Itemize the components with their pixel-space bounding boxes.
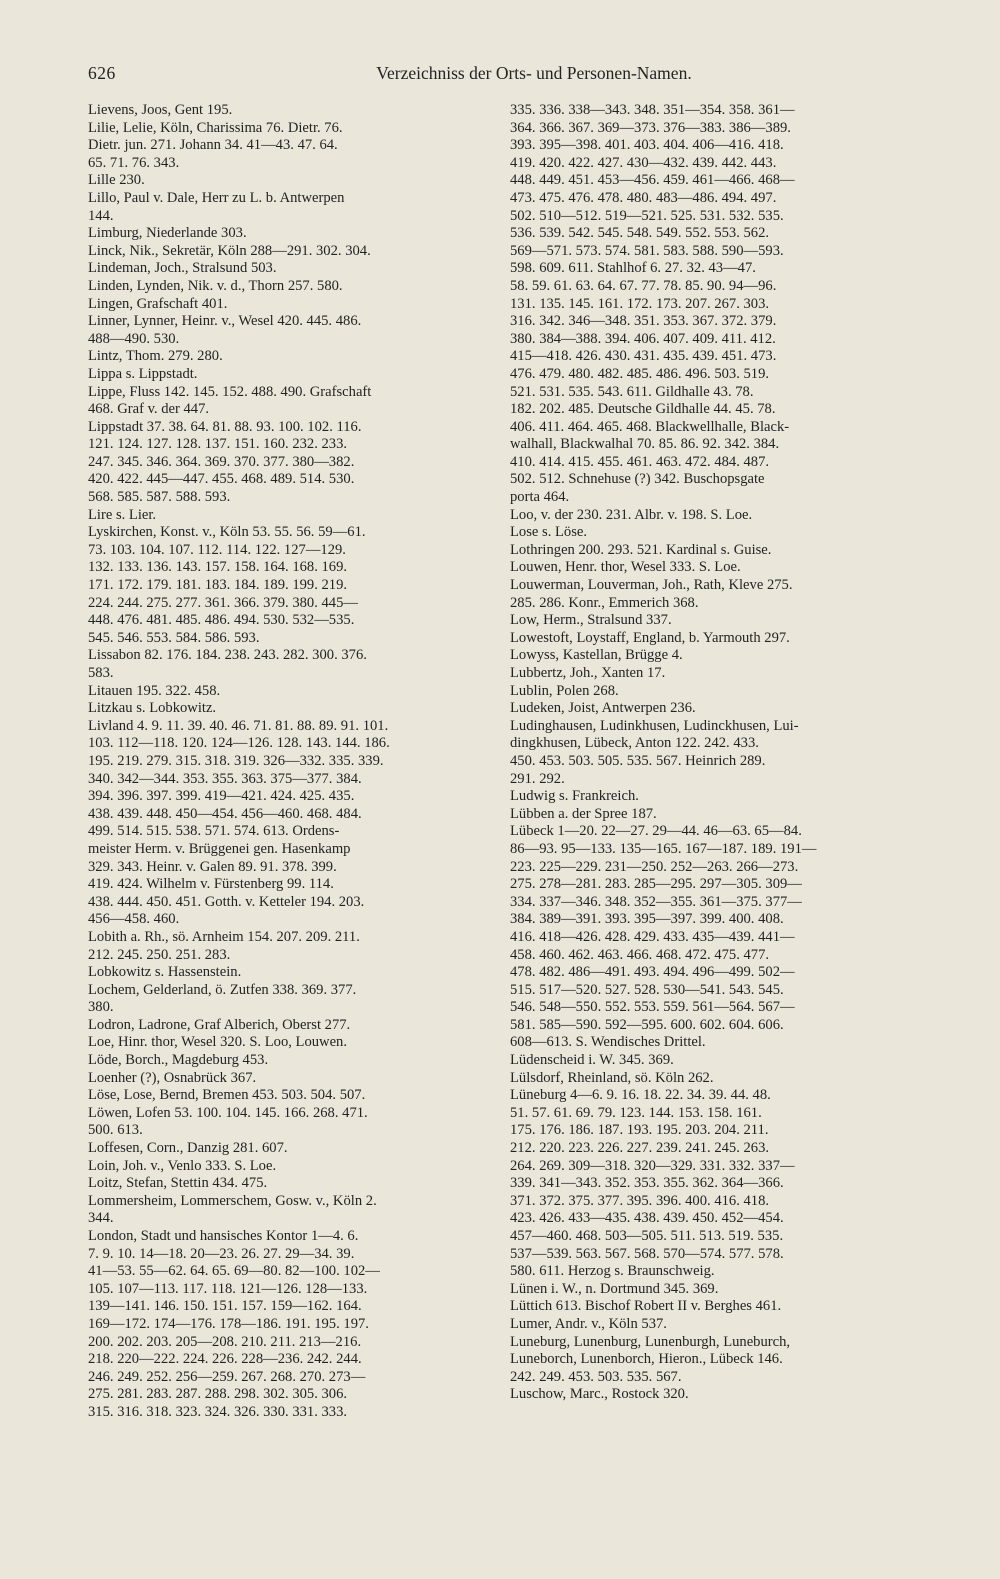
index-entry-line: Lowestoft, Loystaff, England, b. Yarmouth 297. xyxy=(510,629,790,646)
index-entry-line: 316. 342. 346—348. 351. 353. 367. 372. 379. xyxy=(510,313,777,330)
index-entry-line: Loin, Joh. v., Venlo 333. S. Loe. xyxy=(88,1157,277,1174)
index-entry-line: meister Herm. v. Brüggenei gen. Hasenkamp xyxy=(88,840,351,857)
index-entry-line: 7. 9. 10. 14—18. 20—23. 26. 27. 29—34. 39. xyxy=(88,1245,355,1262)
index-entry xyxy=(88,683,490,701)
index-entry-line: porta 464. xyxy=(510,489,570,506)
index-entry-line: Loenher (?), Osnabrück 367. xyxy=(88,1069,257,1086)
index-entry-line: 65. 71. 76. 343. xyxy=(88,154,180,171)
index-entry-line: Luneborch, Lunenborch, Hieron., Lübeck 146. xyxy=(510,1351,783,1368)
index-entry-line: 242. 249. 453. 503. 535. 567. xyxy=(510,1368,682,1385)
index-entry xyxy=(510,559,922,577)
index-entry xyxy=(88,278,490,296)
index-entry xyxy=(88,647,490,682)
index-entry-line: 608—613. S. Wendisches Drittel. xyxy=(510,1034,706,1051)
index-entry-line: 218. 220—222. 224. 226. 228—236. 242. 244. xyxy=(88,1351,362,1368)
index-entry xyxy=(88,982,490,1017)
index-entry-line: 105. 107—113. 117. 118. 121—126. 128—133. xyxy=(88,1280,368,1297)
index-entry xyxy=(510,823,922,1052)
index-entry-line: 275. 281. 283. 287. 288. 298. 302. 305. 306. xyxy=(88,1386,348,1403)
index-entry xyxy=(88,419,490,507)
index-entry-line: 521. 531. 535. 543. 611. Gildhalle 43. 78. xyxy=(510,383,754,400)
index-entry-line: Litauen 195. 322. 458. xyxy=(88,682,221,699)
index-entry-line: Lüdenscheid i. W. 345. 369. xyxy=(510,1052,674,1069)
index-entry xyxy=(88,1193,490,1228)
index-entry xyxy=(510,647,922,665)
index-entry-line: Luschow, Marc., Rostock 320. xyxy=(510,1386,689,1403)
index-entry-line: 410. 414. 415. 455. 461. 463. 472. 484. 487. xyxy=(510,453,770,470)
index-entry-line: 468. Graf v. der 447. xyxy=(88,401,210,418)
index-entry xyxy=(88,225,490,243)
index-entry-line: 438. 439. 448. 450—454. 456—460. 468. 484. xyxy=(88,805,362,822)
index-entry-line: Lille 230. xyxy=(88,172,145,189)
index-entry xyxy=(510,700,922,718)
index-entry-line: 568. 585. 587. 588. 593. xyxy=(88,489,231,506)
index-entry-line: Loffesen, Corn., Danzig 281. 607. xyxy=(88,1140,288,1157)
index-entry-line: 380. 384—388. 394. 406. 407. 409. 411. 412. xyxy=(510,330,776,347)
index-entry-line: Ludinghausen, Ludinkhusen, Ludinckhusen, Lui- xyxy=(510,717,799,734)
index-entry xyxy=(510,806,922,824)
index-entry-line: Lübeck 1—20. 22—27. 29—44. 46—63. 65—84. xyxy=(510,823,802,840)
index-entry-line: 200. 202. 203. 205—208. 210. 211. 213—216. xyxy=(88,1333,362,1350)
index-entry xyxy=(88,1052,490,1070)
index-entry-line: 476. 479. 480. 482. 485. 486. 496. 503. 519. xyxy=(510,365,770,382)
running-title: Verzeichniss der Orts- und Personen-Namen. xyxy=(376,63,692,83)
index-entry xyxy=(88,1228,490,1422)
index-entry-line: Luneburg, Lunenburg, Lunenburgh, Luneburch, xyxy=(510,1333,791,1350)
index-entry-line: Lillo, Paul v. Dale, Herr zu L. b. Antwerpen xyxy=(88,189,345,206)
index-entry-line: 291. 292. xyxy=(510,770,565,787)
index-entry-line: 580. 611. Herzog s. Braunschweig. xyxy=(510,1263,715,1280)
index-entry xyxy=(510,1087,922,1281)
index-entry-line: 546. 548—550. 552. 553. 559. 561—564. 567— xyxy=(510,999,795,1016)
index-entry-line: 581. 585—590. 592—595. 600. 602. 604. 606. xyxy=(510,1016,784,1033)
index-entry-line: 394. 396. 397. 399. 419—421. 424. 425. 435. xyxy=(88,788,355,805)
index-entry xyxy=(510,524,922,542)
index-entry xyxy=(510,1298,922,1316)
index-entry xyxy=(88,190,490,225)
index-entry-line: Ludwig s. Frankreich. xyxy=(510,788,639,805)
index-entry xyxy=(88,1105,490,1140)
index-entry xyxy=(510,718,922,788)
index-column-left xyxy=(88,102,490,1422)
index-entry xyxy=(88,929,490,964)
index-entry-line: Low, Herm., Stralsund 337. xyxy=(510,612,672,629)
index-entry xyxy=(88,1087,490,1105)
index-entry-line: 569—571. 573. 574. 581. 583. 588. 590—593. xyxy=(510,242,784,259)
index-entry xyxy=(88,102,490,120)
index-entry-line: 473. 475. 476. 478. 480. 483—486. 494. 497. xyxy=(510,189,777,206)
index-entry xyxy=(88,700,490,718)
index-entry xyxy=(88,1070,490,1088)
index-column-right xyxy=(510,102,922,1404)
index-entry-line: Lodron, Ladrone, Graf Alberich, Oberst 277. xyxy=(88,1016,351,1033)
index-entry-line: Linck, Nik., Sekretär, Köln 288—291. 302. 304. xyxy=(88,242,371,259)
index-entry-line: Loe, Hinr. thor, Wesel 320. S. Loo, Louwen. xyxy=(88,1034,348,1051)
index-entry-line: 41—53. 55—62. 64. 65. 69—80. 82—100. 102— xyxy=(88,1263,380,1280)
index-entry-line: Lievens, Joos, Gent 195. xyxy=(88,102,233,118)
index-entry-line: 264. 269. 309—318. 320—329. 331. 332. 337— xyxy=(510,1157,795,1174)
index-entry-line: 275. 278—281. 283. 285—295. 297—305. 309— xyxy=(510,876,802,893)
index-entry-line: Loo, v. der 230. 231. Albr. v. 198. S. Loe. xyxy=(510,506,753,523)
page-header xyxy=(88,60,920,86)
index-entry-line: 515. 517—520. 527. 528. 530—541. 543. 545. xyxy=(510,981,784,998)
index-entry-line: 458. 460. 462. 463. 466. 468. 472. 475. 477. xyxy=(510,946,770,963)
index-entry-line: 339. 341—343. 352. 353. 355. 362. 364—366. xyxy=(510,1175,784,1192)
index-entry-line: Lire s. Lier. xyxy=(88,506,157,523)
index-entry-line: Litzkau s. Lobkowitz. xyxy=(88,700,217,717)
index-entry-line: 488—490. 530. xyxy=(88,330,180,347)
index-entry-line: Limburg, Niederlande 303. xyxy=(88,225,247,242)
index-entry-line: 315. 316. 318. 323. 324. 326. 330. 331. 333. xyxy=(88,1403,348,1420)
index-entry-line: 212. 220. 223. 226. 227. 239. 241. 245. 263. xyxy=(510,1140,770,1157)
index-entry xyxy=(88,296,490,314)
index-entry-line: Linner, Lynner, Heinr. v., Wesel 420. 445. 486. xyxy=(88,313,362,330)
index-entry-line: 51. 57. 61. 69. 79. 123. 144. 153. 158. 161. xyxy=(510,1104,762,1121)
index-entry-line: 144. xyxy=(88,207,114,224)
index-entry xyxy=(88,348,490,366)
index-entry-line: 537—539. 563. 567. 568. 570—574. 577. 578. xyxy=(510,1245,784,1262)
index-entry xyxy=(88,172,490,190)
index-entry-line: 329. 343. Heinr. v. Galen 89. 91. 378. 399. xyxy=(88,858,337,875)
index-entry-line: 131. 135. 145. 161. 172. 173. 207. 267. 303. xyxy=(510,295,770,312)
index-entry-line: 448. 449. 451. 453—456. 459. 461—466. 468— xyxy=(510,172,795,189)
index-entry-line: 364. 366. 367. 369—373. 376—383. 386—389. xyxy=(510,119,791,136)
index-entry-line: Lülsdorf, Rheinland, sö. Köln 262. xyxy=(510,1069,714,1086)
index-entry-line: Lubbertz, Joh., Xanten 17. xyxy=(510,665,666,681)
index-entry xyxy=(88,313,490,348)
index-entry-line: 334. 337—346. 348. 352—355. 361—375. 377— xyxy=(510,893,802,910)
index-entry-line: 86—93. 95—133. 135—165. 167—187. 189. 191— xyxy=(510,840,817,857)
index-entry xyxy=(88,243,490,261)
index-entry-line: 58. 59. 61. 63. 64. 67. 77. 78. 85. 90. 94—96. xyxy=(510,277,777,294)
index-entry-line: 335. 336. 338—343. 348. 351—354. 358. 361— xyxy=(510,102,795,118)
index-entry-line: 438. 444. 450. 451. Gotth. v. Ketteler 194. 203. xyxy=(88,893,365,910)
index-entry-line: 171. 172. 179. 181. 183. 184. 189. 199. 219. xyxy=(88,577,348,594)
index-entry-line: 212. 245. 250. 251. 283. xyxy=(88,946,231,963)
index-entry-line: 380. xyxy=(88,999,114,1016)
index-entry xyxy=(88,1017,490,1035)
index-entry xyxy=(510,665,922,683)
index-entry-line: 448. 476. 481. 485. 486. 494. 530. 532—535. xyxy=(88,612,355,629)
index-entry-line: Lippa s. Lippstadt. xyxy=(88,365,198,382)
index-entry xyxy=(510,612,922,630)
index-entry xyxy=(510,1281,922,1299)
index-entry-line: 224. 244. 275. 277. 361. 366. 379. 380. 445— xyxy=(88,594,358,611)
index-entry-line: 456—458. 460. xyxy=(88,911,180,928)
index-entry-line: 419. 424. Wilhelm v. Fürstenberg 99. 114. xyxy=(88,876,334,893)
index-entry xyxy=(88,260,490,278)
index-entry-line: 285. 286. Konr., Emmerich 368. xyxy=(510,594,699,611)
index-entry-line: Lommersheim, Lommerschem, Gosw. v., Köln 2. xyxy=(88,1192,377,1209)
index-entry-line: Lobkowitz s. Hassenstein. xyxy=(88,964,242,981)
index-entry-line: 416. 418—426. 428. 429. 433. 435—439. 441— xyxy=(510,928,795,945)
index-entry xyxy=(510,1334,922,1387)
index-entry-line: Lissabon 82. 176. 184. 238. 243. 282. 300. 376. xyxy=(88,647,367,664)
index-entry-line: Lingen, Grafschaft 401. xyxy=(88,295,228,312)
index-entry-line: 175. 176. 186. 187. 193. 195. 203. 204. 211. xyxy=(510,1122,769,1139)
index-entry-line: Löse, Lose, Bernd, Bremen 453. 503. 504. 507. xyxy=(88,1087,366,1104)
index-entry xyxy=(510,788,922,806)
index-entry xyxy=(88,1175,490,1193)
index-entry-line: 423. 426. 433—435. 438. 439. 450. 452—454. xyxy=(510,1210,784,1227)
index-entry-line: 545. 546. 553. 584. 586. 593. xyxy=(88,629,260,646)
index-entry xyxy=(510,630,922,648)
index-entry-line: 406. 411. 464. 465. 468. Blackwellhalle, Black- xyxy=(510,418,790,435)
index-entry-line: 478. 482. 486—491. 493. 494. 496—499. 502— xyxy=(510,964,795,981)
index-entry-line: Lose s. Löse. xyxy=(510,524,588,541)
index-entry-line: Loitz, Stefan, Stettin 434. 475. xyxy=(88,1175,268,1192)
index-entry-line: 340. 342—344. 353. 355. 363. 375—377. 384. xyxy=(88,770,362,787)
index-entry xyxy=(88,507,490,525)
index-entry-line: Lublin, Polen 268. xyxy=(510,682,619,699)
index-entry xyxy=(88,1034,490,1052)
index-entry-line: 502. 510—512. 519—521. 525. 531. 532. 535. xyxy=(510,207,784,224)
index-entry-line: 583. xyxy=(88,665,114,681)
index-entry-line: Lochem, Gelderland, ö. Zutfen 338. 369. 377. xyxy=(88,981,357,998)
index-entry-line: dingkhusen, Lübeck, Anton 122. 242. 433. xyxy=(510,735,759,752)
index-entry-line: 536. 539. 542. 545. 548. 549. 552. 553. 562. xyxy=(510,225,770,242)
index-entry-line: 121. 124. 127. 128. 137. 151. 160. 232. 233. xyxy=(88,436,348,453)
index-entry-line: Lintz, Thom. 279. 280. xyxy=(88,348,223,365)
index-entry xyxy=(88,524,490,647)
index-entry xyxy=(88,120,490,173)
index-entry-line: Lobith a. Rh., sö. Arnheim 154. 207. 209. 211. xyxy=(88,928,360,945)
index-entry xyxy=(510,1052,922,1070)
index-entry-line: 419. 420. 422. 427. 430—432. 439. 442. 443. xyxy=(510,154,777,171)
index-entry-line: Lothringen 200. 293. 521. Kardinal s. Guise. xyxy=(510,541,772,558)
index-entry-line: Livland 4. 9. 11. 39. 40. 46. 71. 81. 88. 89. 91. 101. xyxy=(88,717,389,734)
index-entry-line: Dietr. jun. 271. Johann 34. 41—43. 47. 64. xyxy=(88,137,338,154)
index-entry-line: Louwerman, Louverman, Joh., Rath, Kleve 275. xyxy=(510,577,793,594)
index-entry-line: 195. 219. 279. 315. 318. 319. 326—332. 335. 339. xyxy=(88,752,384,769)
index-entry xyxy=(88,366,490,384)
index-entry-line: 415—418. 426. 430. 431. 435. 439. 451. 473. xyxy=(510,348,777,365)
index-entry-line: 169—172. 174—176. 178—186. 191. 195. 197. xyxy=(88,1315,369,1332)
index-entry-line: Löwen, Lofen 53. 100. 104. 145. 166. 268. 471. xyxy=(88,1104,368,1121)
index-entry-line: Louwen, Henr. thor, Wesel 333. S. Loe. xyxy=(510,559,741,576)
index-entry xyxy=(510,542,922,560)
index-entry-line: Lippstadt 37. 38. 64. 81. 88. 93. 100. 102. 116. xyxy=(88,418,362,435)
index-entry-line: Lüttich 613. Bischof Robert II v. Berghes 461. xyxy=(510,1298,782,1315)
index-entry xyxy=(88,1140,490,1158)
index-entry-line: Lippe, Fluss 142. 145. 152. 488. 490. Grafschaft xyxy=(88,383,372,400)
index-entry-line: Lübben a. der Spree 187. xyxy=(510,805,657,822)
index-entry-line: 132. 133. 136. 143. 157. 158. 164. 168. 169. xyxy=(88,559,348,576)
index-entry-line: Lilie, Lelie, Köln, Charissima 76. Dietr. 76. xyxy=(88,119,343,136)
index-entry-line: walhall, Blackwalhal 70. 85. 86. 92. 342. 384. xyxy=(510,436,780,453)
index-entry-line: 457—460. 468. 503—505. 511. 513. 519. 535. xyxy=(510,1228,784,1244)
index-entry xyxy=(510,1316,922,1334)
index-entry xyxy=(510,102,922,507)
index-entry-line: Lüneburg 4—6. 9. 16. 18. 22. 34. 39. 44. 48. xyxy=(510,1087,771,1104)
index-entry-line: 182. 202. 485. Deutsche Gildhalle 44. 45. 78. xyxy=(510,401,776,418)
index-entry-line: Lünen i. W., n. Dortmund 345. 369. xyxy=(510,1280,719,1297)
index-entry-line: Lowyss, Kastellan, Brügge 4. xyxy=(510,647,683,664)
index-entry-line: 420. 422. 445—447. 455. 468. 489. 514. 530. xyxy=(88,471,355,488)
index-entry-line: London, Stadt und hansisches Kontor 1—4. 6. xyxy=(88,1228,359,1244)
index-entry-line: 247. 345. 346. 364. 369. 370. 377. 380—382. xyxy=(88,453,355,470)
index-entry-line: 139—141. 146. 150. 151. 157. 159—162. 164. xyxy=(88,1298,362,1315)
index-entry-line: 344. xyxy=(88,1210,114,1227)
index-entry xyxy=(88,384,490,419)
index-entry-line: Lumer, Andr. v., Köln 537. xyxy=(510,1315,667,1332)
index-entry-line: 502. 512. Schnehuse (?) 342. Buschopsgate xyxy=(510,471,765,488)
index-entry-line: Ludeken, Joist, Antwerpen 236. xyxy=(510,700,696,717)
index-entry-line: 371. 372. 375. 377. 395. 396. 400. 416. 418. xyxy=(510,1192,770,1209)
index-entry-line: Löde, Borch., Magdeburg 453. xyxy=(88,1052,269,1069)
index-entry xyxy=(510,1070,922,1088)
index-entry xyxy=(510,1386,922,1404)
index-entry-line: 103. 112—118. 120. 124—126. 128. 143. 144. 186. xyxy=(88,735,390,752)
index-entry-line: 450. 453. 503. 505. 535. 567. Heinrich 289. xyxy=(510,752,766,769)
index-entry xyxy=(510,507,922,525)
index-entry xyxy=(88,1158,490,1176)
index-entry-line: 246. 249. 252. 256—259. 267. 268. 270. 273— xyxy=(88,1368,366,1385)
page-number: 626 xyxy=(88,63,116,83)
index-entry-line: 384. 389—391. 393. 395—397. 399. 400. 408. xyxy=(510,911,784,928)
index-entry xyxy=(510,577,922,612)
index-entry-line: Lindeman, Joch., Stralsund 503. xyxy=(88,260,277,277)
index-entry-line: 393. 395—398. 401. 403. 404. 406—416. 418. xyxy=(510,137,784,154)
index-entry-line: Lyskirchen, Konst. v., Köln 53. 55. 56. 59—61. xyxy=(88,524,366,541)
index-entry xyxy=(88,718,490,929)
index-entry-line: 223. 225—229. 231—250. 252—263. 266—273. xyxy=(510,858,799,875)
index-entry-line: 500. 613. xyxy=(88,1122,143,1139)
index-entry-line: 73. 103. 104. 107. 112. 114. 122. 127—129. xyxy=(88,541,346,558)
index-entry-line: 499. 514. 515. 538. 571. 574. 613. Ordens- xyxy=(88,823,340,840)
index-entry-line: 598. 609. 611. Stahlhof 6. 27. 32. 43—47. xyxy=(510,260,756,277)
index-entry xyxy=(510,683,922,701)
index-entry xyxy=(88,964,490,982)
index-entry-line: Linden, Lynden, Nik. v. d., Thorn 257. 580. xyxy=(88,277,343,294)
